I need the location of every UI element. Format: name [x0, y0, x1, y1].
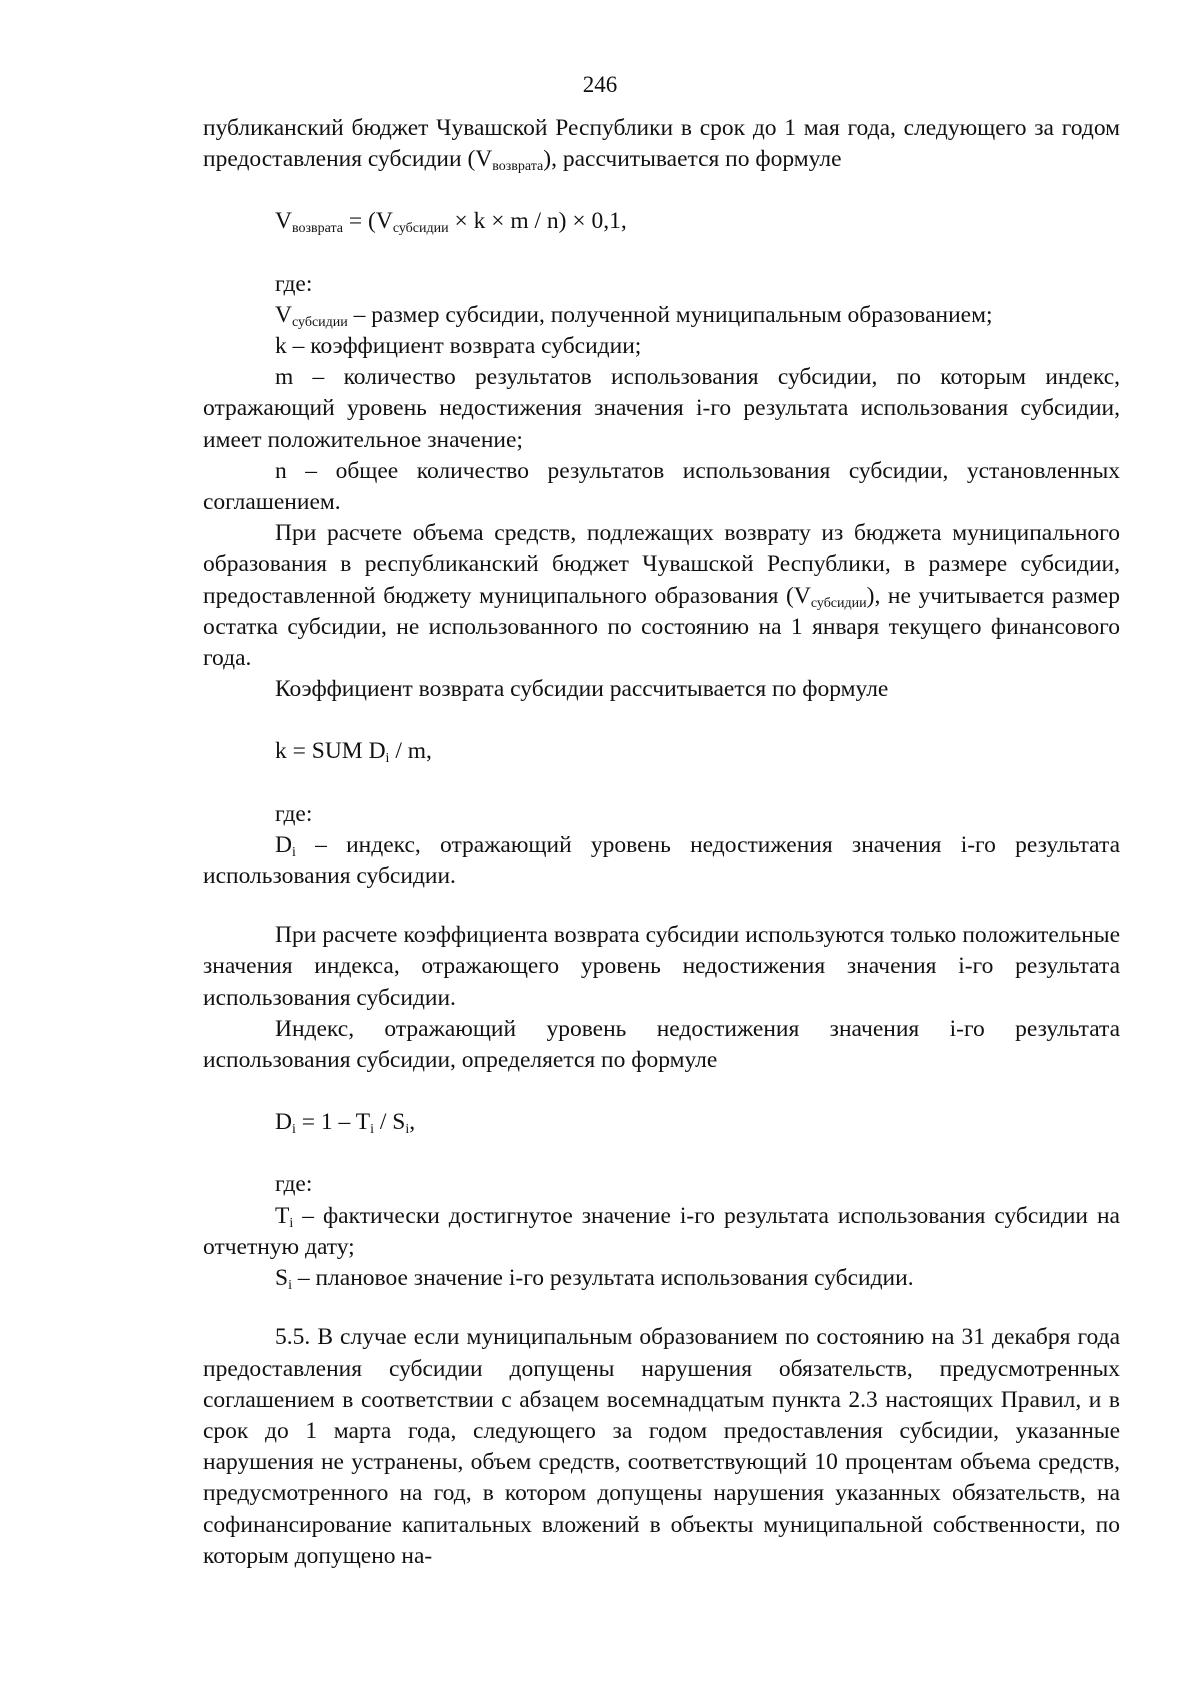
paragraph-positive-values: При расчете коэффициента возврата субсидии используются только положительные значения индекса, отражающего уровень недостижения значения i-го результата использования субсидии. — [203, 922, 1120, 1011]
paragraph-5-5: 5.5. В случае если муниципальным образованием по состоянию на 31 декабря года предоставления субсидии допущены нарушения обязательств, предусмотренных соглашением в соответствии с абзацем восемнадцатым пункта 2.3 настоящих Правил, и в срок до 1 марта года, следующего за годом предоставления субсидии, указанные нарушения не устранены, объем средств, соответствующий 10 процентам объема средств, предусмотренного на год, в котором допущены нарушения указанных обязательств, на софинансирование капитальных вложений в объекты муниципальной собственности, по которым допущено на- — [203, 1324, 1120, 1569]
paragraph-index: Индекс, отражающий уровень недостижения значения i-го результата использования субсидии, определяется по формуле — [203, 1015, 1120, 1074]
paragraph-intro: публиканский бюджет Чувашской Республики в срок до 1 мая года, следующего за годом предоставления субсидии $(V_{возврата})$, рассчитывается по формуле — [203, 115, 1120, 175]
paragraph-calculation: При расчете объема средств, подлежащих возврату из бюджета муниципального образования в республиканский бюджет Чувашской Республики, в размере субсидии, предоставленной бюджету муниципального образования $(V_{субсидии})$, не учитывается размер остатка субсидии, не использованного по состоянию на 1 января текущего финансового года. — [203, 520, 1120, 672]
document-body — [203, 113, 1120, 1572]
page-number: 246 — [582, 72, 618, 97]
definition-s: $S_i$ – плановое значение i-го результата использования субсидии. — [275, 1265, 914, 1294]
formula-k: k = SUM $D_i$ / m, — [275, 738, 432, 767]
definition-m: m – количество результатов использования субсидии, по которым индекс, отражающий уровень недостижения значения i-го результата использования субсидии, имеет положительное значение; — [203, 364, 1120, 453]
definition-v: $V_{субсидии}$ – размер субсидии, полученной муниципальным образованием; — [275, 301, 993, 330]
paragraph-coefficient: Коэффициент возврата субсидии рассчитывается по формуле — [275, 676, 889, 703]
definition-n: n – общее количество результатов использования субсидии, установленных соглашением. — [203, 457, 1120, 516]
formula-v-return: $V_{возврата} = (V_{субсидии} \times k \times m / n) \times 0,1$, — [275, 208, 627, 237]
where-label: где: — [275, 270, 313, 297]
definition-k: k – коэффициент возврата субсидии; — [275, 333, 642, 360]
formula-d: $D_i = 1 - T_i / S_i$, — [275, 1109, 416, 1138]
definition-d: $D_i$ – индекс, отражающий уровень недостижения значения i-го результата использования субсидии. — [203, 831, 1120, 890]
where-label: где: — [275, 1171, 313, 1198]
definition-t: $T_i$ – фактически достигнутое значение i-го результата использования субсидии на отчетную дату; — [203, 1202, 1120, 1260]
where-label: где: — [275, 800, 313, 827]
